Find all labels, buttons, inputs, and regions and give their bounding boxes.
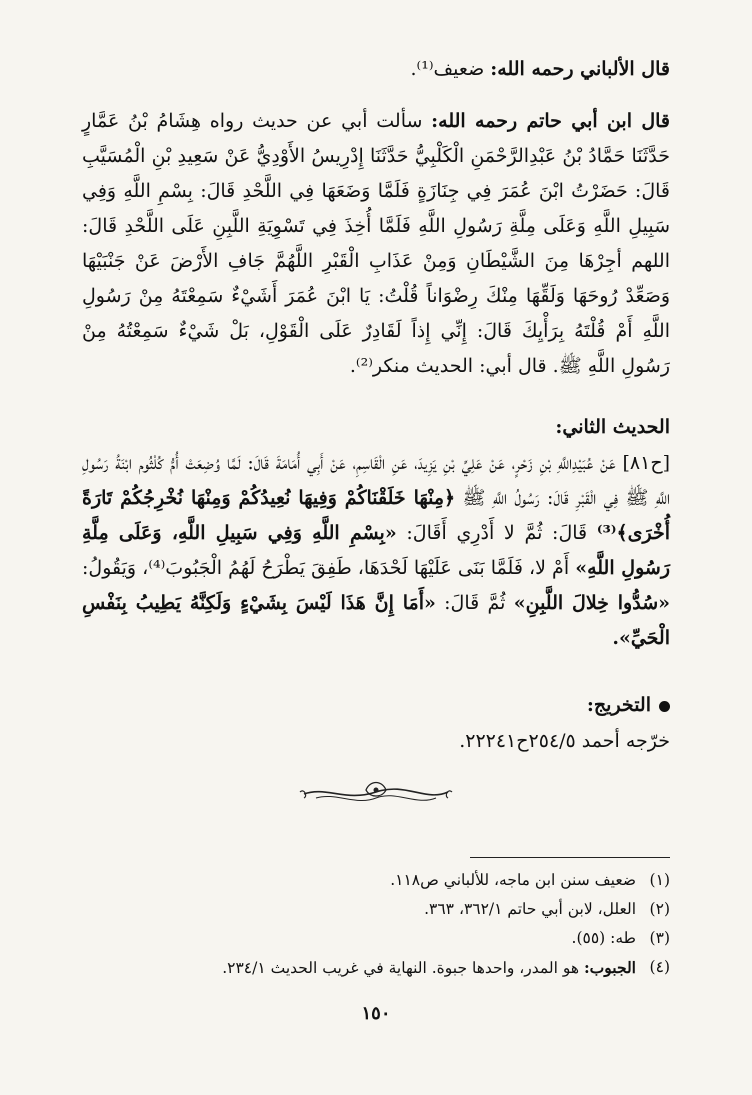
prophetic-quote-2: «سُدُّوا خِلالَ اللَّبِنِ» — [513, 592, 670, 614]
bullet-icon — [659, 701, 670, 712]
hadith-text-a: [ح٨١] عَنْ عُبَيْدِاللَّهِ بْنِ زَحْرٍ، عَنْ عَلِيِّ بْنِ يَزِيدَ، عَنِ الْقَاسِمِ، عَنْ أَبِي أُمَامَةَ قَالَ: لَمَّا وُضِعَتْ أُمُّ كُلْثُوم ابْنَةُ رَسُولِ اللَّهِ ﷺ فِي الْقَبْرِ قَالَ: رَسُولُ اللَّهِ ﷺ — [82, 452, 670, 509]
prophetic-quote-1: «بِسْمِ اللَّهِ وَفِي سَبِيلِ اللَّهِ، وَعَلَى مِلَّةِ رَسُولِ اللَّهِ» — [82, 522, 670, 579]
footnote-number: (٢) — [649, 900, 670, 918]
footnotes — [82, 866, 670, 983]
albani-text: ضعيف⁽¹⁾. — [410, 58, 491, 80]
prophetic-quote-3: «أَمَا إِنَّ هَذَا لَيْسَ بِشَيْءٍ وَلَكِنَّهُ يَطِيبُ بِنَفْسِ الْحَيِّ». — [82, 592, 670, 649]
ibn-abi-hatim-label: قال ابن أبي حاتم رحمه الله: — [431, 110, 670, 132]
footnote-text: ضعيف سنن ابن ماجه، للألباني ص١١٨. — [390, 871, 636, 889]
footnote-separator — [470, 857, 670, 858]
takhrij-title: التخريج: — [586, 694, 651, 716]
takhrij-heading — [82, 688, 670, 723]
footnote-number: (٤) — [649, 958, 670, 976]
albani-label: قال الألباني رحمه الله: — [490, 58, 670, 80]
quran-verse: ﴿مِنْهَا خَلَقْنَاكُمْ وَفِيهَا نُعِيدُكُمْ وَمِنْهَا نُخْرِجُكُمْ تَارَةً أُخْرَى﴾⁽³⁾ — [82, 487, 670, 544]
ornament-divider-icon — [296, 772, 456, 810]
footnote-number: (٣) — [649, 929, 670, 947]
ibn-abi-hatim-paragraph — [82, 104, 670, 384]
hadith-text-b: قَالَ: ثُمَّ لا أَدْرِي أَقَالَ: — [396, 522, 597, 544]
footnote-text: هو المدر، واحدها جبوة. النهاية في غريب الحديث ٢٣٤/١. — [222, 959, 584, 977]
second-hadith-heading: الحديث الثاني: — [555, 416, 670, 438]
hadith-text-d: ثُمَّ قَالَ: — [435, 592, 514, 614]
footnote-term: الجبوب: — [583, 958, 636, 977]
second-hadith-text — [82, 446, 670, 656]
ibn-abi-hatim-text: سألت أبي عن حديث رواه هِشَامُ بْنُ عَمَّارٍ حَدَّثَنَا حَمَّادُ بْنُ عَبْدِالرَّحْمَنِ الْكَلْبِيُّ حَدَّثَنَا إِدْرِيسُ الأَوْدِيُّ عَنْ سَعِيدِ بْنِ الْمُسَيَّبِ قَالَ: حَضَرْتُ ابْنَ عُمَرَ فِي جِنَازَةٍ فَلَمَّا وَضَعَهَا فِي اللَّحْدِ قَالَ: بِسْمِ اللَّهِ وَفِي سَبِيلِ اللَّهِ وَعَلَى مِلَّةِ رَسُولِ اللَّهِ فَلَمَّا أُخِذَ فِي تَسْوِيَةِ اللَّبِنِ عَلَى اللَّحْدِ قَالَ: اللهم أجِرْهَا مِنَ الشَّيْطَانِ وَمِنْ عَذَابِ الْقَبْرِ اللَّهُمَّ جَافِ الأَرْضَ عَنْ جَنْبَيْهَا وَصَعِّدْ رُوحَهَا وَلَقِّهَا مِنْكَ رِضْوَاناً قُلْتُ: يَا ابْنَ عُمَرَ أَشَيْءٌ سَمِعْتَهُ مِنْ رَسُولِ اللَّهِ أَمْ قُلْتَهُ بِرَأْيِكَ قَالَ: إِنِّي إِذاً لَقَادِرٌ عَلَى الْقَوْلِ، بَلْ شَيْءٌ سَمِعْتُهُ مِنْ رَسُولِ اللَّهِ ﷺ. قال أبي: الحديث منكر⁽²⁾. — [82, 110, 670, 377]
footnote-number: (١) — [649, 871, 670, 889]
footnote-item — [82, 866, 670, 895]
footnote-item — [82, 895, 670, 924]
footnote-item — [82, 924, 670, 953]
footnote-text: العلل، لابن أبي حاتم ٣٦٢/١، ٣٦٣. — [424, 900, 636, 918]
takhrij-text: خرّجه أحمد ٢٥٤/٥ح٢٢٢٤١. — [459, 730, 670, 752]
hadith-text-c: أَمْ لا، فَلَمَّا بَنَى عَلَيْهَا لَحْدَهَا، طَفِقَ يَطْرَحُ لَهُمُ الْجَبُوبَ⁽⁴⁾، وَيَقُولُ: — [82, 557, 576, 579]
page-number: ١٥٠ — [361, 1003, 391, 1024]
footnote-text: طه: (٥٥). — [571, 929, 636, 947]
albani-verdict — [82, 52, 670, 87]
footnote-item — [82, 953, 670, 983]
